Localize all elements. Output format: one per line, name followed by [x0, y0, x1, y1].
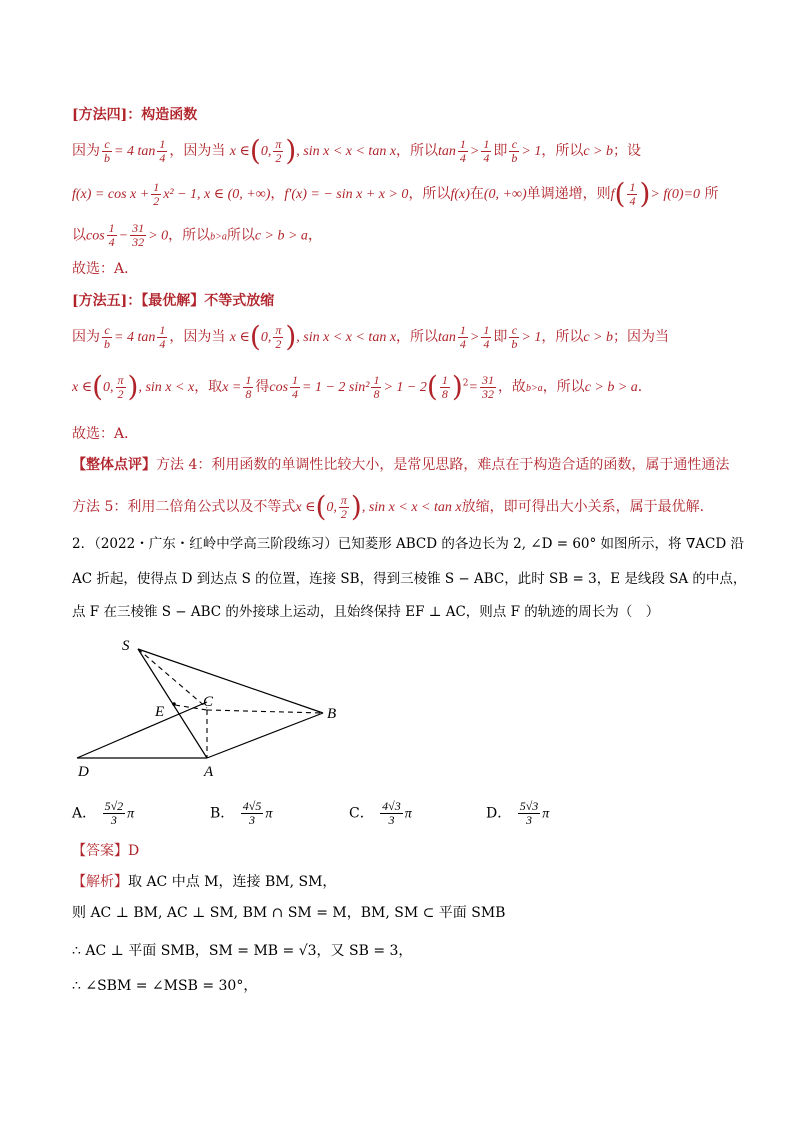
method4-heading: [方法四]：构造函数 [72, 107, 198, 123]
method5-heading: [方法五]：【最优解】不等式放缩 [72, 293, 275, 309]
label-d: D [78, 764, 89, 780]
method4-line2: f(x) = cos x + $\frac{1}{2}$ x² − 1, x ∈ (0, +∞)，f′(x) = − sin x + x > 0，所以f(x)在(0, +∞)单调递增，则f( $\frac{1}{4}$ )> f(0)=0 所 [72, 177, 719, 210]
problem2-line1: 2．（2022・广东・红岭中学高三阶段练习）已知菱形 ABCD 的各边长为 2, ∠D = 60° 如图所示，将 ∇ACD 沿 [72, 536, 744, 552]
solution-line1: 【解析】取 AC 中点 M，连接 BM, SM， [72, 874, 337, 890]
problem2-line3: 点 F 在三棱锥 S − ABC 的外接球上运动，且始终保持 EF ⊥ AC，则点 F 的轨迹的周长为（ ） [72, 604, 660, 620]
edge-dc [77, 702, 207, 758]
solution-answer: 【答案】D [72, 843, 140, 859]
edge-sc [138, 649, 207, 708]
label-c: C [203, 694, 214, 710]
label-b: B [327, 706, 337, 722]
review-line2: 方法 5：利用二倍角公式以及不等式x ∈(0, $\frac{\pi}{2}$ ), sin x < x < tan x放缩，即可得出大小关系，属于最优解． [72, 490, 714, 523]
option-a[interactable]: A． $\frac{5√2}{3}$ π [72, 799, 135, 827]
option-b[interactable]: B． $\frac{4√5}{3}$ π [210, 799, 273, 827]
solution-line3: ∴ AC ⊥ 平面 SMB，SM = MB = √3，又 SB = 3， [72, 943, 413, 959]
option-d[interactable]: D． $\frac{5√3}{3}$ π [486, 799, 550, 827]
method5-answer: 故选：A． [72, 426, 139, 442]
solution-line4: ∴ ∠SBM = ∠MSB = 30°， [72, 978, 258, 994]
method4-answer: 故选：A． [72, 261, 139, 277]
edge-ab [207, 713, 323, 758]
edge-cb [207, 710, 323, 713]
solution-line2: 则 AC ⊥ BM, AC ⊥ SM, BM ∩ SM = M，BM, SM ⊂ 平面 SMB [72, 905, 506, 921]
pyramid-figure [60, 630, 360, 790]
option-c[interactable]: C． $\frac{4√3}{3}$ π [349, 799, 412, 827]
review-line1: 【整体点评】方法 4：利用函数的单调性比较大小，是常见思路，难点在于构造合适的函数，属于通性通法 [72, 457, 730, 473]
method4-line1: 因为 $\frac{c}{b}$ = 4 tan $\frac{1}{4}$ ，因为当 x ∈(0, $\frac{\pi}{2}$ ), sin x < x < tan x，所以tan $\frac{1}{4}$ > $\frac{1}{4}$ 即 $\frac{c}{b}$ > 1，所以c > b；设 [72, 134, 641, 167]
label-s: S [122, 638, 130, 654]
edge-sb [138, 649, 323, 713]
problem2-line2: AC 折起，使得点 D 到达点 S 的位置，连接 SB，得到三棱锥 S − ABC，此时 SB = 3，E 是线段 SA 的中点， [72, 571, 747, 587]
label-a: A [204, 764, 214, 780]
method4-line3: 以cos $\frac{1}{4}$ − $\frac{31}{32}$ > 0，所以b>a所以c > b > a， [72, 221, 322, 249]
method5-line2: x ∈(0, $\frac{\pi}{2}$ ), sin x < x，取x = $\frac{1}{8}$ 得cos $\frac{1}{4}$ = 1 − 2 sin² $\frac{1}{8}$ > 1 − 2( $\frac{1}{8}$ )$^2$= $\frac{31}{32}$ ，故b>a，所以c > b > a． [72, 370, 652, 403]
label-e: E [155, 704, 165, 720]
point-e [172, 702, 176, 706]
method5-line1: 因为 $\frac{c}{b}$ = 4 tan $\frac{1}{4}$ ，因为当 x ∈(0, $\frac{\pi}{2}$ ), sin x < x < tan x，所以tan $\frac{1}{4}$ > $\frac{1}{4}$ 即 $\frac{c}{b}$ > 1，所以c > b；因为当 [72, 320, 669, 353]
